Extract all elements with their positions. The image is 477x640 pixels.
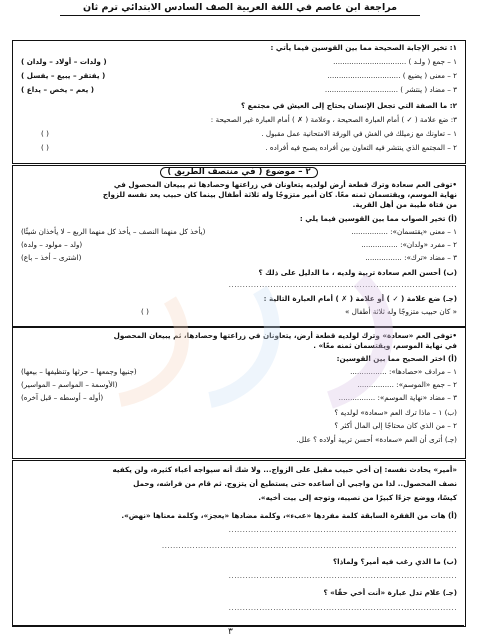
s2-row-1 bbox=[21, 227, 457, 236]
s2-para-1: •توفى العم سعادة وترك قطعة أرض لولديه يتعاونان في زراعتها وحصادها ثم يبيعان المحصول في bbox=[113, 180, 457, 189]
s1-row-1-text: ١ – جمع ( ولـد ) ................................ bbox=[333, 57, 457, 66]
s1-row-1 bbox=[21, 57, 457, 66]
section-4 bbox=[12, 460, 466, 627]
s3-question-a: (أ) اختر الصحيح مما بين القوسين: bbox=[336, 354, 457, 363]
s1-row-3-options: ( يعم – يخص – يداع ) bbox=[21, 85, 95, 94]
s4-para-1: «أمير» يحادث نفسه: إن أخي حبيب مقبل على الزواج... ولا شك أنه سيواجه أعباء كثيرة، ولن يكفيه bbox=[112, 465, 457, 474]
s3-para-1: •توفى العم «سعادة» وترك لولديه قطعة أرض، يتعاونان في زراعتها وحصادها، ثم يبيعان المحصول bbox=[113, 331, 457, 340]
s3-row-2-text: ٢ – جمع «الموسم»: ................ bbox=[357, 380, 457, 389]
s2-row-1-options: (يأخذ كل منهما النصف – يأخذ كل منهما الربع – لا يأخذان شيئًا) bbox=[21, 227, 206, 236]
section-2 bbox=[12, 165, 466, 327]
s4-question-c: (جـ) علام تدل عبارة «أنت أخي حقًا» ؟ bbox=[323, 588, 457, 597]
s2-title bbox=[21, 167, 457, 178]
s1-row-2 bbox=[21, 71, 457, 80]
s3-row-1-options: (جنيها وجمعها – حرثها وتنظيفها – بيعها) bbox=[21, 367, 137, 376]
s1-row-3 bbox=[21, 85, 457, 94]
s3-question-b2: ٢ – من الذي كان محتاجًا إلى المال أكثر ؟ bbox=[334, 421, 457, 430]
s2-row-2-text: ٢ – مفرد «ولدان»: ................ bbox=[361, 240, 457, 249]
s4-answer-c: .................................................................................. bbox=[228, 603, 457, 612]
s4-para-3: كيسًا، ووضع جزءًا كبيرًا من نصيبه، وتوجه إلى بيت أخيه». bbox=[258, 493, 457, 502]
s3-row-3-text: ٣ – مضاد «نهاية الموسم»: ................ bbox=[338, 393, 457, 402]
s2-answer-b: .................................................................................. bbox=[228, 280, 457, 289]
s2-row-3 bbox=[21, 253, 457, 262]
s1-statement-2-mark: ( ) bbox=[41, 143, 49, 152]
s2-statement bbox=[21, 307, 457, 316]
s1-row-2-options: ( يفتقر – يبيع – يفسل ) bbox=[21, 71, 106, 80]
s4-para-2: نصف المحصول.. لذا من واجبي أن أساعده حتى يستطيع أن يتزوج. ثم قام من فراشه، وحمل bbox=[133, 479, 457, 488]
s1-row-2-text: ٢ – معنى ( يضيع ) ................................ bbox=[327, 71, 457, 80]
s4-answer-a: .................................................................................. bbox=[228, 525, 457, 534]
s2-row-3-text: ٣ – مضاد «ترك»: ................ bbox=[365, 253, 457, 262]
s3-question-b1: (ب) ١ – ماذا ترك العم «سعادة» لولديه ؟ bbox=[334, 408, 457, 417]
s3-row-1-text: ١ – مرادف «حصادها»: ................ bbox=[350, 367, 457, 376]
s2-statement-mark: ( ) bbox=[141, 307, 149, 316]
s3-question-c: (جـ) أترى أن العم «سعادة» أحسن تربية أولاده ؟ علل. bbox=[296, 435, 457, 444]
s2-para-3: من فتاة طيبة من أهل القرية. bbox=[352, 200, 457, 209]
s4-question-b: (ب) ما الذي رغب فيه أمير؟ ولماذا؟ bbox=[332, 557, 457, 566]
s2-row-3-options: (اشترى – أخذ – باع) bbox=[21, 253, 82, 262]
s1-row-1-options: ( ولدات – أولاد – ولدان ) bbox=[21, 57, 107, 66]
s3-row-3-options: (أوله – أوسطه – قبل آخره) bbox=[21, 393, 104, 402]
s4-question-a: (أ) هات من الفقرة السابقة كلمة مفردها «عبء»، وكلمة مضادها «يعجز»، وكلمة معناها «نهض». bbox=[121, 511, 457, 520]
s2-para-2: نهاية الموسم، ويقتسمان ثمنه معًا. كان أمير متزوجًا وله ثلاثة أطفال بينما كان حبيب يعد نفسه للزواج bbox=[102, 190, 457, 199]
bottom-rule bbox=[12, 625, 464, 626]
s2-title-pill: ٢ – موضوع ( في منتصف الطريق ) bbox=[160, 167, 317, 178]
s1-statement-2-text: ٢ – المجتمع الذي ينتشر فيه التعاون بين أفراده يصبح فيه أفراده . bbox=[265, 143, 457, 152]
s3-row-1 bbox=[21, 367, 457, 376]
s1-question-1: ١: تخير الإجابة الصحيحة مما بين القوسين فيما يأتي : bbox=[270, 43, 457, 52]
s3-row-3 bbox=[21, 393, 457, 402]
page-header: مراجعة ابن عاصم في اللغة العربية الصف السادس الابتدائي ترم ثان bbox=[60, 2, 420, 16]
s1-question-2: ٢: ما الصفة التي تجعل الإنسان يحتاج إلى العيش في مجتمع ؟ bbox=[241, 101, 457, 110]
s2-question-b: (ب) أحسن العم سعادة تربية ولديه ، ما الدليل على ذلك ؟ bbox=[258, 268, 457, 277]
s1-statement-1-mark: ( ) bbox=[41, 129, 49, 138]
section-1 bbox=[12, 40, 466, 164]
section-3 bbox=[12, 327, 466, 459]
s1-statement-1 bbox=[21, 129, 457, 138]
s2-statement-text: « كان حبيب متزوجًا وله ثلاثة أطفال » bbox=[344, 307, 457, 316]
s3-row-2 bbox=[21, 380, 457, 389]
s1-row-3-text: ٣ – مضاد ( ينتشر ) ................................ bbox=[324, 85, 457, 94]
page-number: ٣ bbox=[228, 627, 233, 637]
s2-row-2-options: (ولد – مولود – ولدة) bbox=[21, 240, 83, 249]
s2-question-c: (جـ) ضع علامة ( ✓ ) أو علامة ( ✗ ) أمام العبارة التالية : bbox=[263, 294, 457, 303]
s4-answer-b: .................................................................................. bbox=[228, 571, 457, 580]
s1-statement-1-text: ١ – تعاونك مع زميلك في الغش في الورقة الامتحانية عمل مقبول . bbox=[261, 129, 457, 138]
s1-statement-2 bbox=[21, 143, 457, 152]
s2-question-a: (أ) تخير الصواب مما بين القوسين فيما يلي : bbox=[299, 214, 457, 223]
s4-answer-a-2: .......................................................................................................... bbox=[161, 541, 457, 550]
s3-para-2: في نهاية الموسم، ويقتسمان ثمنه معًا» . bbox=[313, 341, 457, 350]
s1-question-3: ٣: ضع علامة ( ✓ ) أمام العبارة الصحيحة ، وعلامة ( ✗ ) أمام العبارة غير الصحيحة : bbox=[210, 115, 457, 124]
s2-row-1-text: ١ – معنى «يقتسمان»: ................ bbox=[351, 227, 457, 236]
s3-row-2-options: (الأوسمة – المواسم – المواسير) bbox=[21, 380, 118, 389]
s2-row-2 bbox=[21, 240, 457, 249]
